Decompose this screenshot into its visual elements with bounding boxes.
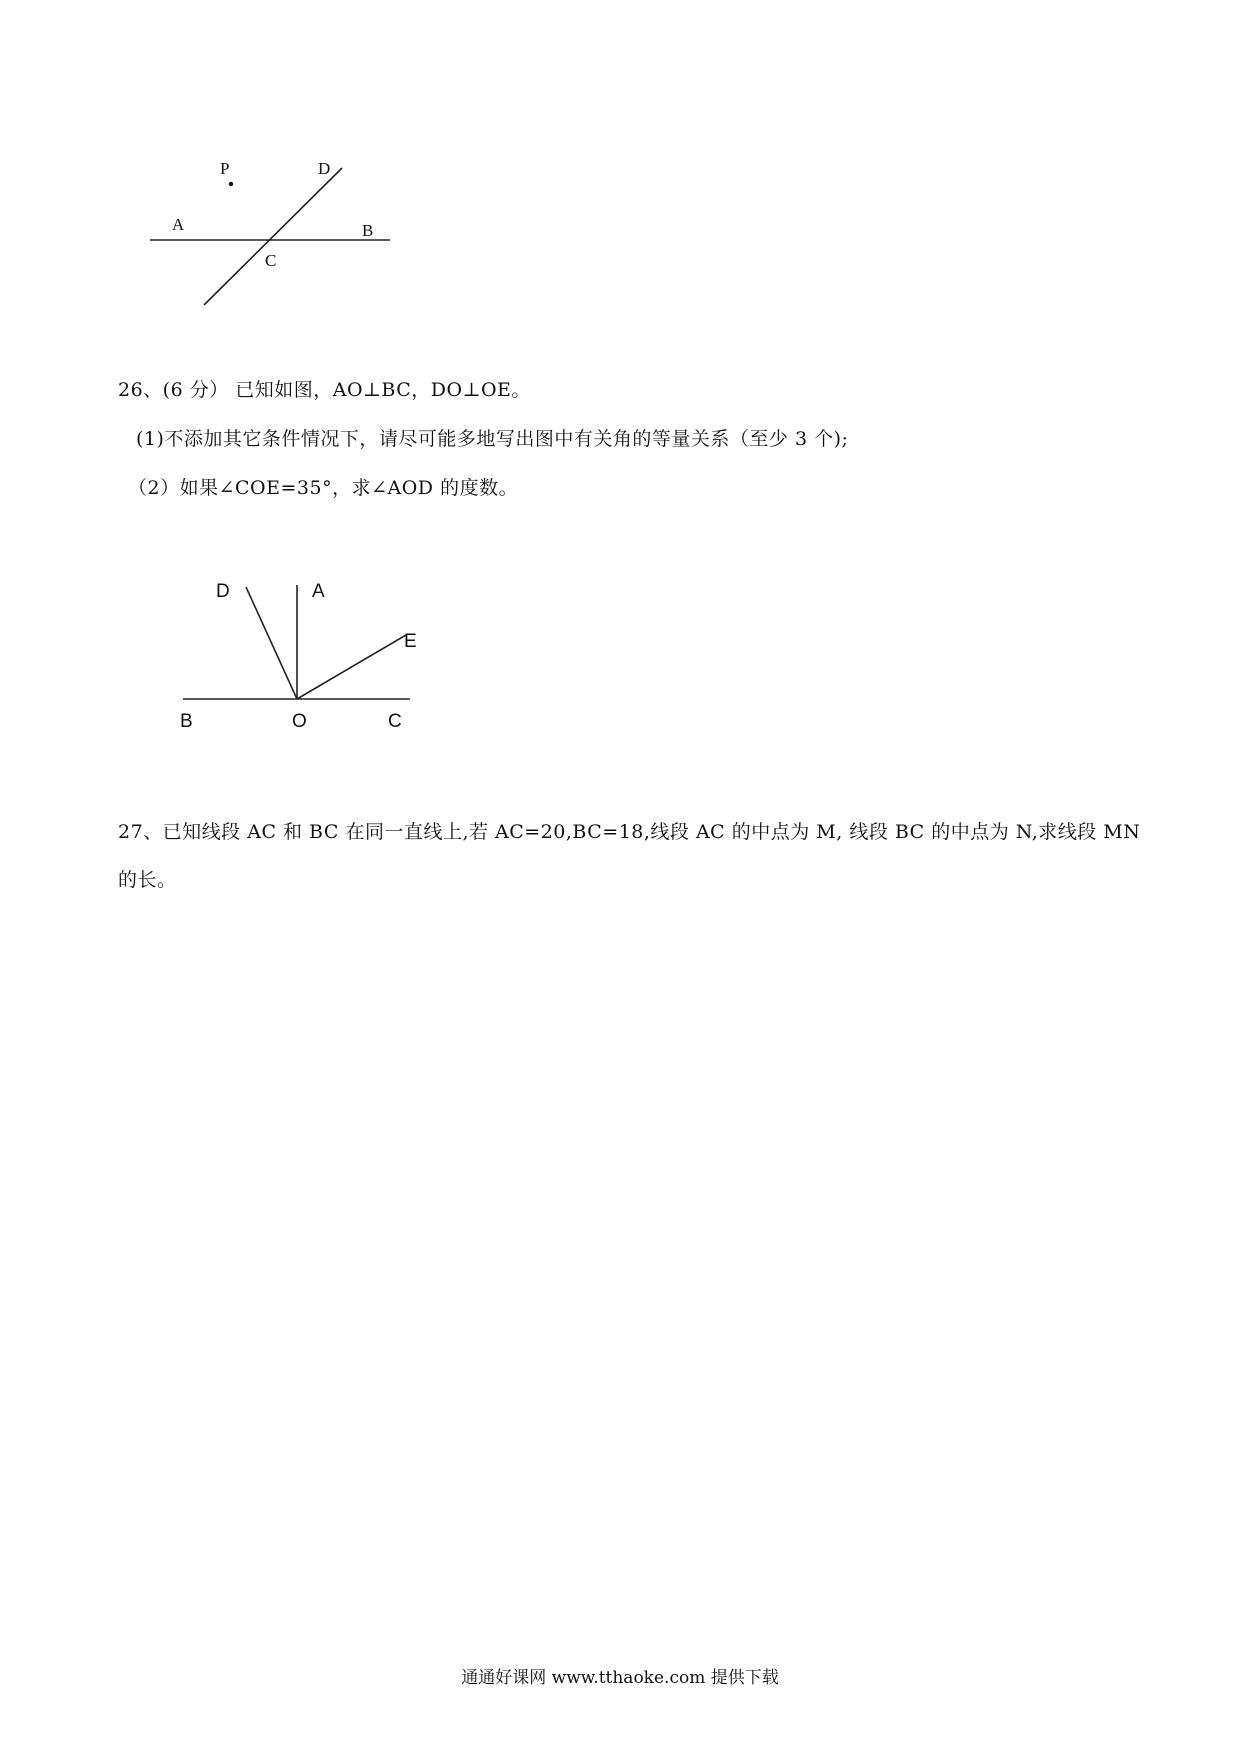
figure-angles-o: [170, 575, 440, 735]
page-footer: 通通好课网 www.tthaoke.com 提供下载: [461, 1668, 779, 1688]
label-a: A: [312, 581, 325, 602]
question-27-line-2: 的长。: [118, 869, 177, 891]
figure-lines-ab-cd-svg: [140, 150, 410, 320]
question-27-line-1: 27、已知线段 AC 和 BC 在同一直线上,若 AC=20,BC=18,线段 AC 的中点为 M, 线段 BC 的中点为 N,求线段 MN: [118, 821, 1141, 843]
question-26-part-1: (1)不添加其它条件情况下，请尽可能多地写出图中有关角的等量关系（至少 3 个);: [136, 428, 849, 450]
label-a: A: [172, 215, 185, 234]
point-p: [229, 182, 233, 186]
ray-od: [246, 587, 297, 699]
figure-angles-o-svg: [170, 575, 440, 735]
line-cd: [204, 168, 342, 305]
label-d: D: [216, 581, 230, 602]
label-b: B: [180, 711, 193, 732]
label-o: O: [292, 711, 307, 732]
label-c: C: [388, 711, 402, 732]
label-b: B: [362, 221, 374, 240]
label-c: C: [265, 251, 277, 270]
question-26-title: 26、(6 分） 已知如图，AO⊥BC，DO⊥OE。: [118, 379, 531, 401]
figure-lines-ab-cd: [140, 150, 410, 320]
label-e: E: [404, 631, 417, 652]
label-d: D: [318, 159, 331, 178]
ray-oe: [297, 635, 406, 699]
label-p: P: [220, 159, 230, 178]
question-26-part-2: （2）如果∠COE=35°，求∠AOD 的度数。: [128, 477, 519, 499]
